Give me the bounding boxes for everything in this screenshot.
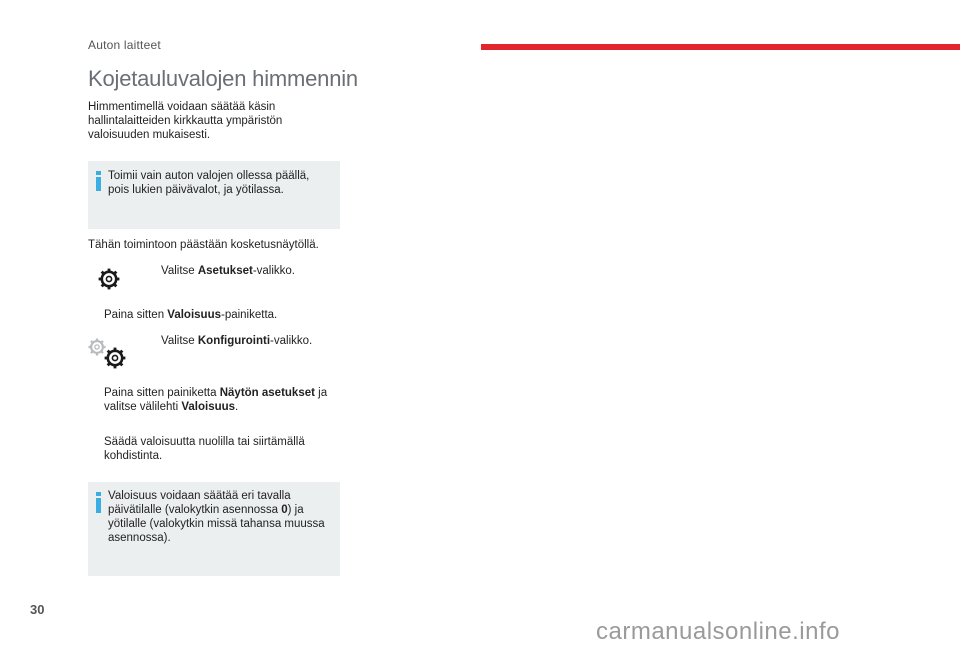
display-settings-label: Näytön asetukset xyxy=(219,387,315,399)
step-select-configuration: Valitse Konfigurointi-valikko. xyxy=(161,335,313,347)
settings-menu-label: Asetukset xyxy=(197,265,253,277)
note-line: päivätilalle (valokytkin asennossa 0) ja xyxy=(108,504,304,516)
info-icon xyxy=(96,171,101,191)
intro-line: hallintalaitteiden kirkkautta ympäristön xyxy=(88,115,283,127)
info-note-text xyxy=(108,489,325,545)
header-accent-bar xyxy=(481,44,960,50)
page-number: 30 xyxy=(30,602,45,617)
info-icon xyxy=(96,492,101,513)
note-line: yötilalle (valokytkin missä tahansa muussa xyxy=(108,518,325,530)
info-note-text xyxy=(108,169,309,197)
note-line: Toimii vain auton valojen ollessa päällä, xyxy=(108,170,310,182)
intro-line: valoisuuden mukaisesti. xyxy=(88,129,211,141)
step-press-brightness: Paina sitten Valoisuus-painiketta. xyxy=(104,309,278,321)
note-line: pois lukien päivävalot, ja yötilassa. xyxy=(108,184,284,196)
info-note xyxy=(88,161,340,229)
step-select-settings: Valitse Asetukset-valikko. xyxy=(161,265,296,277)
section-label: Auton laitteet xyxy=(88,38,161,52)
configuration-menu-label: Konfigurointi xyxy=(197,335,271,347)
note-line: Valoisuus voidaan säätää eri tavalla xyxy=(108,490,291,502)
settings-gear-icon xyxy=(98,268,120,290)
access-text: Tähän toimintoon päästään kosketusnäytöllä. xyxy=(88,239,319,251)
intro-paragraph xyxy=(88,100,328,142)
step-adjust-brightness: Säädä valoisuutta nuolilla tai siirtämällä kohdistinta. xyxy=(104,436,305,462)
brightness-tab-label: Valoisuus xyxy=(181,401,236,413)
intro-line: Himmentimellä voidaan säätää käsin xyxy=(88,101,276,113)
note-line: asennossa). xyxy=(108,532,171,544)
page-title: Kojetauluvalojen himmennin xyxy=(88,66,358,91)
watermark: carmanualsonline.info xyxy=(596,618,840,645)
config-gear-icon xyxy=(104,347,126,369)
info-note xyxy=(88,482,340,576)
step-display-settings: Paina sitten painiketta Näytön asetukset ja valitse välilehti Valoisuus. xyxy=(104,387,328,413)
brightness-button-label: Valoisuus xyxy=(167,309,221,321)
